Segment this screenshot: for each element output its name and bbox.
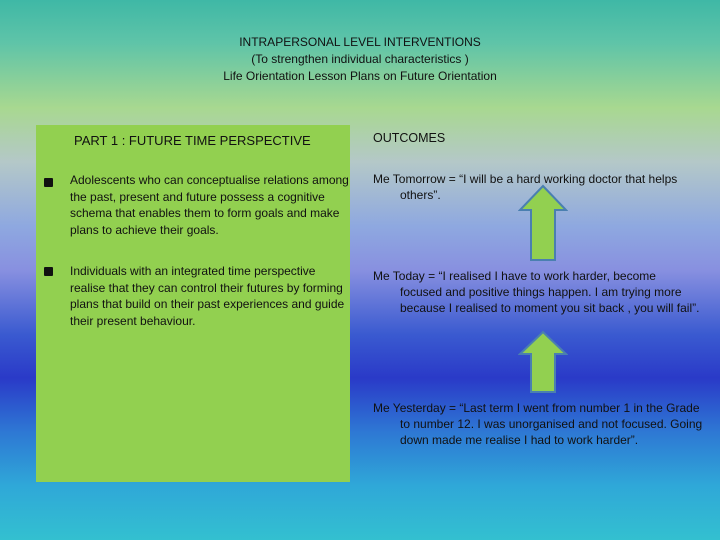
- slide-title: [0, 34, 720, 85]
- bullet-text-2: Individuals with an integrated time perspective realise that they can control their futures by forming plans that build on their past experiences and guide their present behaviour.: [70, 264, 345, 328]
- outcomes-heading: OUTCOMES: [373, 131, 446, 145]
- outcome-tomorrow: Me Tomorrow = “I will be a hard working doctor that helps others”.: [373, 172, 678, 202]
- title-line-3: Life Orientation Lesson Plans on Future Orientation: [223, 69, 497, 83]
- outcome-today: Me Today = “I realised I have to work harder, become focused and positive things happen. I am trying more because I realised to moment you sit back , you will fail”.: [373, 269, 700, 315]
- title-line-1: INTRAPERSONAL LEVEL INTERVENTIONS: [239, 35, 481, 49]
- bullet-square-icon: [44, 178, 53, 187]
- title-line-2: (To strengthen individual characteristics ): [251, 52, 469, 66]
- up-arrow-icon: [518, 330, 568, 394]
- outcome-yesterday: Me Yesterday = “Last term I went from number 1 in the Grade to number 12. I was unorganised and not focused. Going down made me realise I had to work harder”.: [373, 401, 703, 447]
- bullet-text-1: Adolescents who can conceptualise relations among the past, present and future possess a cognitive schema that enables them to form goals and make plans to achieve their goals.: [70, 173, 349, 237]
- panel-heading: PART 1 : FUTURE TIME PERSPECTIVE: [74, 133, 311, 148]
- bullet-square-icon: [44, 267, 53, 276]
- up-arrow-icon: [518, 184, 568, 262]
